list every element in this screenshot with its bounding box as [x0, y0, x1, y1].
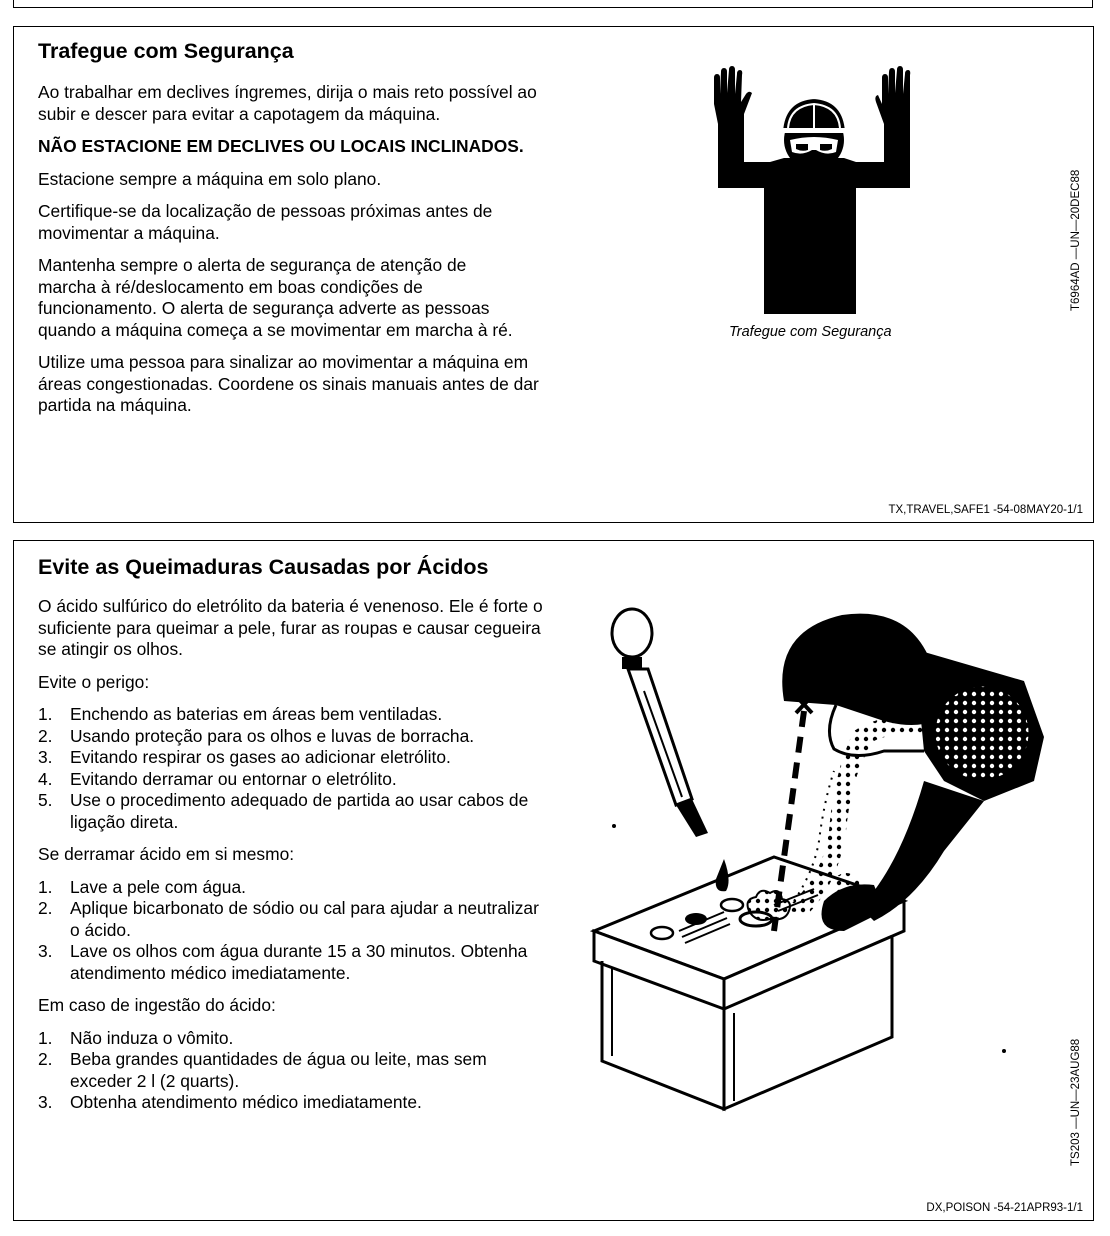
avoid-list — [38, 704, 548, 833]
section-footer: TX,TRAVEL,SAFE1 -54-08MAY20-1/1 — [888, 504, 1083, 516]
list-item: 4. Evitando derramar ou entornar o eletrólito. — [38, 768, 397, 789]
list-heading: Em caso de ingestão do ácido: — [38, 995, 276, 1015]
section-title: Trafegue com Segurança — [38, 39, 294, 63]
list-item: 1. Lave a pele com água. — [38, 876, 246, 897]
figure-caption: Trafegue com Segurança — [729, 324, 892, 340]
list-item: 1. Enchendo as baterias em áreas bem ventiladas. — [38, 704, 443, 724]
section-travel-safely — [13, 26, 1094, 523]
section-body — [38, 596, 548, 1125]
list-heading: Se derramar ácido em si mesmo: — [38, 844, 295, 864]
section-footer: DX,POISON -54-21APR93-1/1 — [926, 1202, 1083, 1214]
list-item: 2. Usando proteção para os olhos e luvas de borracha. — [38, 725, 475, 746]
paragraph: Certifique-se da localização de pessoas próximas antes de movimentar a máquina. — [38, 201, 493, 243]
previous-section-border — [13, 0, 1093, 8]
list-item: 3. Obtenha atendimento médico imediatamente. — [38, 1092, 422, 1112]
section-body — [38, 82, 548, 428]
paragraph: Estacione sempre a máquina em solo plano. — [38, 168, 382, 189]
ingest-list — [38, 1028, 548, 1114]
list-item: 1. Não induza o vômito. — [38, 1027, 234, 1048]
figure-code: TS203 —UN—23AUG88 — [1070, 1038, 1082, 1166]
list-item: 2. Aplique bicarbonato de sódio ou cal para ajudar a neutralizar o ácido. — [38, 898, 539, 940]
battery-acid-illustration — [584, 601, 1054, 1121]
paragraph: Ao trabalhar em declives íngremes, dirija o mais reto possível ao subir e descer para evitar a capotagem da máquina. — [38, 82, 537, 124]
warning-paragraph: NÃO ESTACIONE EM DECLIVES OU LOCAIS INCLINADOS. — [38, 136, 524, 156]
list-item: 2. Beba grandes quantidades de água ou leite, mas sem exceder 2 l (2 quarts). — [38, 1049, 487, 1091]
list-item: 3. Evitando respirar os gases ao adicionar eletrólito. — [38, 747, 451, 767]
section-acid-burns — [13, 540, 1094, 1221]
list-item: 3. Lave os olhos com água durante 15 a 30 minutos. Obtenha atendimento médico imediatamente. — [38, 941, 528, 983]
paragraph: Utilize uma pessoa para sinalizar ao movimentar a máquina em áreas congestionadas. Coordene os sinais manuais antes de dar partida na máquina. — [38, 352, 539, 415]
paragraph: O ácido sulfúrico do eletrólito da bateria é venenoso. Ele é forte o suficiente para queimar a pele, furar as roupas e causar cegueira se atingir os olhos. — [38, 596, 543, 659]
figure-code: T6964AD —UN—20DEC88 — [1070, 169, 1082, 311]
signalman-illustration — [704, 62, 924, 332]
paragraph: Mantenha sempre o alerta de segurança de atenção de marcha à ré/deslocamento em boas condições de funcionamento. O alerta de segurança adverte as pessoas quando a máquina começa a se movimentar em marcha à ré. — [38, 255, 513, 340]
list-item: 5. Use o procedimento adequado de partida ao usar cabos de ligação direta. — [38, 790, 529, 832]
list-heading: Evite o perigo: — [38, 671, 150, 692]
section-title: Evite as Queimaduras Causadas por Ácidos — [38, 555, 489, 579]
spill-list — [38, 877, 548, 985]
